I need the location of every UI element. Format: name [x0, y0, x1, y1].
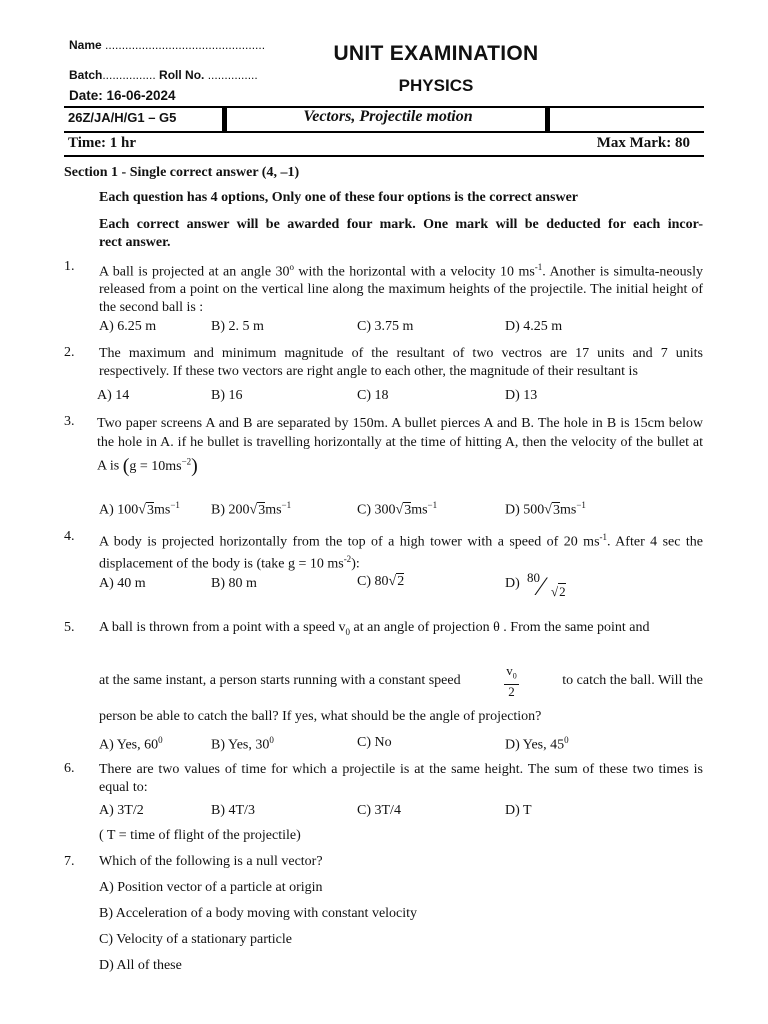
- option-b[interactable]: B) 4T/3: [211, 803, 255, 818]
- option-coef: 500: [523, 502, 545, 518]
- q4-text-part: ):: [351, 556, 360, 572]
- degree-sup: 0: [269, 735, 274, 745]
- option-b[interactable]: B) 2. 5 m: [211, 319, 264, 334]
- unit-sup: -1: [599, 532, 608, 542]
- gravity-value: g = 10ms: [129, 458, 182, 474]
- option-label: A): [99, 502, 114, 518]
- option-exp: −1: [427, 500, 438, 510]
- fraction-numerator: 80: [527, 570, 540, 585]
- q4-text-part: A body is projected horizontally from the top of a high tower with a speed of 20 ms: [99, 534, 600, 550]
- option-unit: ms: [153, 502, 171, 518]
- option-c[interactable]: C) Velocity of a stationary particle: [99, 932, 292, 947]
- instruction-2-line2: rect answer.: [99, 234, 171, 250]
- q5-text-part: to catch the ball. Will the: [562, 673, 703, 689]
- fraction-denominator: √2: [551, 584, 566, 599]
- q4-text-part: . After 4 sec the displacement of the body is (take g = 10 ms: [99, 534, 703, 572]
- option-a[interactable]: A) 6.25 m: [99, 319, 157, 334]
- option-a[interactable]: [99, 735, 163, 754]
- fraction-slash: ⁄: [539, 572, 544, 601]
- fraction-denominator: 2: [508, 683, 515, 699]
- option-exp: −1: [170, 500, 180, 510]
- degree-sup: 0: [158, 735, 163, 745]
- option-c[interactable]: C) $300√3ms^{-1}$: [357, 500, 438, 518]
- question-number: 3.: [64, 414, 75, 429]
- option-exp: −1: [281, 500, 292, 510]
- name-field: [69, 38, 265, 52]
- option-label: D): [505, 502, 520, 518]
- option-text: A) Yes, 60: [99, 737, 159, 753]
- option-a[interactable]: A) Position vector of a particle at origin: [99, 880, 323, 895]
- option-c[interactable]: C) No: [357, 735, 392, 750]
- option-d[interactable]: D) 13: [505, 388, 538, 403]
- option-a[interactable]: A) $100√3ms^{-1}$: [99, 500, 180, 518]
- question-number: 4.: [64, 529, 75, 544]
- option-a[interactable]: A) 3T/2: [99, 803, 144, 818]
- question-note: ( T = time of flight of the projectile): [99, 828, 301, 843]
- speed-fraction: [504, 664, 519, 699]
- gravity-note: $(g = 10ms^{-2})$: [122, 454, 198, 477]
- option-d[interactable]: D) All of these: [99, 958, 182, 973]
- option-label: C): [357, 574, 371, 589]
- option-c[interactable]: C) 18: [357, 388, 389, 403]
- option-label: C): [357, 502, 371, 518]
- question-text: [99, 259, 703, 316]
- question-text: [99, 529, 703, 573]
- batch-roll-field: [69, 68, 258, 82]
- question-number: 5.: [64, 620, 75, 635]
- question-text: There are two values of time for which a projectile is at the same height. The sum of these two times is equal to:: [99, 762, 703, 795]
- option-d[interactable]: D) $500√3ms^{-1}$: [505, 500, 586, 518]
- option-unit: ms: [411, 502, 428, 518]
- name-blank: ................................................: [105, 38, 266, 52]
- roll-label: Roll No.: [159, 68, 205, 82]
- option-root: 2: [559, 584, 566, 599]
- q5-text-part: A ball is thrown from a point with a speed v: [99, 620, 346, 635]
- exam-topic: Vectors, Projectile motion: [303, 108, 473, 125]
- option-c[interactable]: C) 3T/4: [357, 803, 401, 818]
- q5-text-part: at the same instant, a person starts running with a constant speed: [99, 673, 461, 689]
- subscript: 0: [345, 626, 351, 637]
- exam-subject: PHYSICS: [398, 76, 474, 95]
- header-rule-bottom: [64, 155, 704, 157]
- option-exp: −1: [576, 500, 586, 510]
- q3-text: Two paper screens A and B are separated by 150m. A bullet pierces A and B. The hole in B is 15cm below the hole in A. if he bullet is travelling horizontally at the time of hitting A, then the velocity of the bullet at A is: [97, 416, 703, 474]
- frac-v: v: [506, 663, 513, 678]
- section-instruction-1: Each question has 4 options, Only one of these four options is the correct answer: [99, 190, 579, 205]
- section-title: Section 1 - Single correct answer (4, –1): [64, 165, 300, 180]
- option-b[interactable]: B) 80 m: [211, 576, 257, 591]
- question-text-line2: [99, 664, 703, 699]
- option-root: 3: [146, 502, 154, 518]
- question-number: 1.: [64, 259, 75, 274]
- question-number: 7.: [64, 854, 75, 869]
- option-b[interactable]: [211, 735, 274, 754]
- max-mark: Max Mark: 80: [596, 135, 690, 151]
- option-root: 3: [552, 502, 560, 518]
- question-number: 2.: [64, 345, 75, 360]
- subscript: 0: [512, 671, 517, 681]
- unit-sup: -1: [534, 262, 543, 272]
- name-label: Name: [69, 38, 102, 52]
- option-unit: ms: [559, 502, 577, 518]
- option-label: B): [211, 502, 225, 518]
- exam-date: Date: 16-06-2024: [69, 88, 176, 103]
- roll-blank: ...............: [207, 68, 258, 82]
- option-b[interactable]: B) 16: [211, 388, 243, 403]
- option-root: 3: [258, 502, 266, 518]
- option-unit: ms: [265, 502, 282, 518]
- option-d[interactable]: [505, 735, 569, 754]
- section-instruction-2: [99, 216, 703, 251]
- degree-sup: o: [289, 262, 294, 272]
- question-number: 6.: [64, 761, 75, 776]
- unit-sup: -2: [343, 554, 352, 565]
- option-a[interactable]: A) 14: [97, 388, 130, 403]
- option-d[interactable]: D) T: [505, 803, 532, 818]
- degree-sup: 0: [564, 735, 569, 745]
- option-root: 2: [397, 574, 405, 589]
- option-coef: 100: [117, 502, 139, 518]
- option-d[interactable]: D) 4.25 m: [505, 319, 563, 334]
- q1-text-part: with the horizontal with a velocity 10 ms: [293, 264, 535, 280]
- question-text: Which of the following is a null vector?: [99, 854, 323, 869]
- question-text: The maximum and minimum magnitude of the resultant of two vectros are 17 units and 7 units respectively. If these two vectors are right angle to each other, the magnitude of their resultant is: [99, 346, 703, 379]
- instruction-2-line1: Each correct answer will be awarded four mark. One mark will be deducted for each incor-: [99, 217, 703, 232]
- q1-text-part: . Another is simulta-neously released from a point on the vertical line along the maximum heights of the projectile. The initial height of the second ball is :: [99, 264, 703, 315]
- header-rule-mid: [64, 131, 704, 133]
- time-limit: Time: 1 hr: [68, 135, 137, 151]
- question-text-line3: person be able to catch the ball? If yes, what should be the angle of projection?: [99, 709, 542, 724]
- exam-title: UNIT EXAMINATION: [333, 42, 539, 65]
- option-b[interactable]: B) Acceleration of a body moving with constant velocity: [99, 906, 418, 921]
- question-text: [97, 414, 703, 476]
- option-b[interactable]: B) $200√3ms^{-1}$: [211, 500, 292, 518]
- batch-label: Batch: [69, 68, 103, 82]
- header-divider-left: [222, 107, 227, 131]
- option-text: B) Yes, 30: [211, 737, 270, 753]
- option-coef: 80: [374, 574, 389, 589]
- option-coef: 300: [374, 502, 396, 518]
- batch-code: 26Z/JA/H/G1 – G5: [68, 110, 177, 125]
- q1-text-part: A ball is projected at an angle 30: [99, 264, 290, 280]
- option-coef: 200: [228, 502, 250, 518]
- batch-blank: ................: [102, 68, 156, 82]
- option-a[interactable]: A) 40 m: [99, 576, 146, 591]
- gravity-exp: −2: [181, 456, 192, 466]
- q5-text-part: at an angle of projection θ . From the same point and: [350, 620, 650, 635]
- question-text-line1: [99, 620, 650, 637]
- option-root: 3: [404, 502, 412, 518]
- option-text: D) Yes, 45: [505, 737, 565, 753]
- fraction-numerator: [504, 664, 519, 685]
- option-c[interactable]: C) 80√2: [357, 574, 405, 589]
- option-label: D): [505, 576, 520, 591]
- option-c[interactable]: C) 3.75 m: [357, 319, 414, 334]
